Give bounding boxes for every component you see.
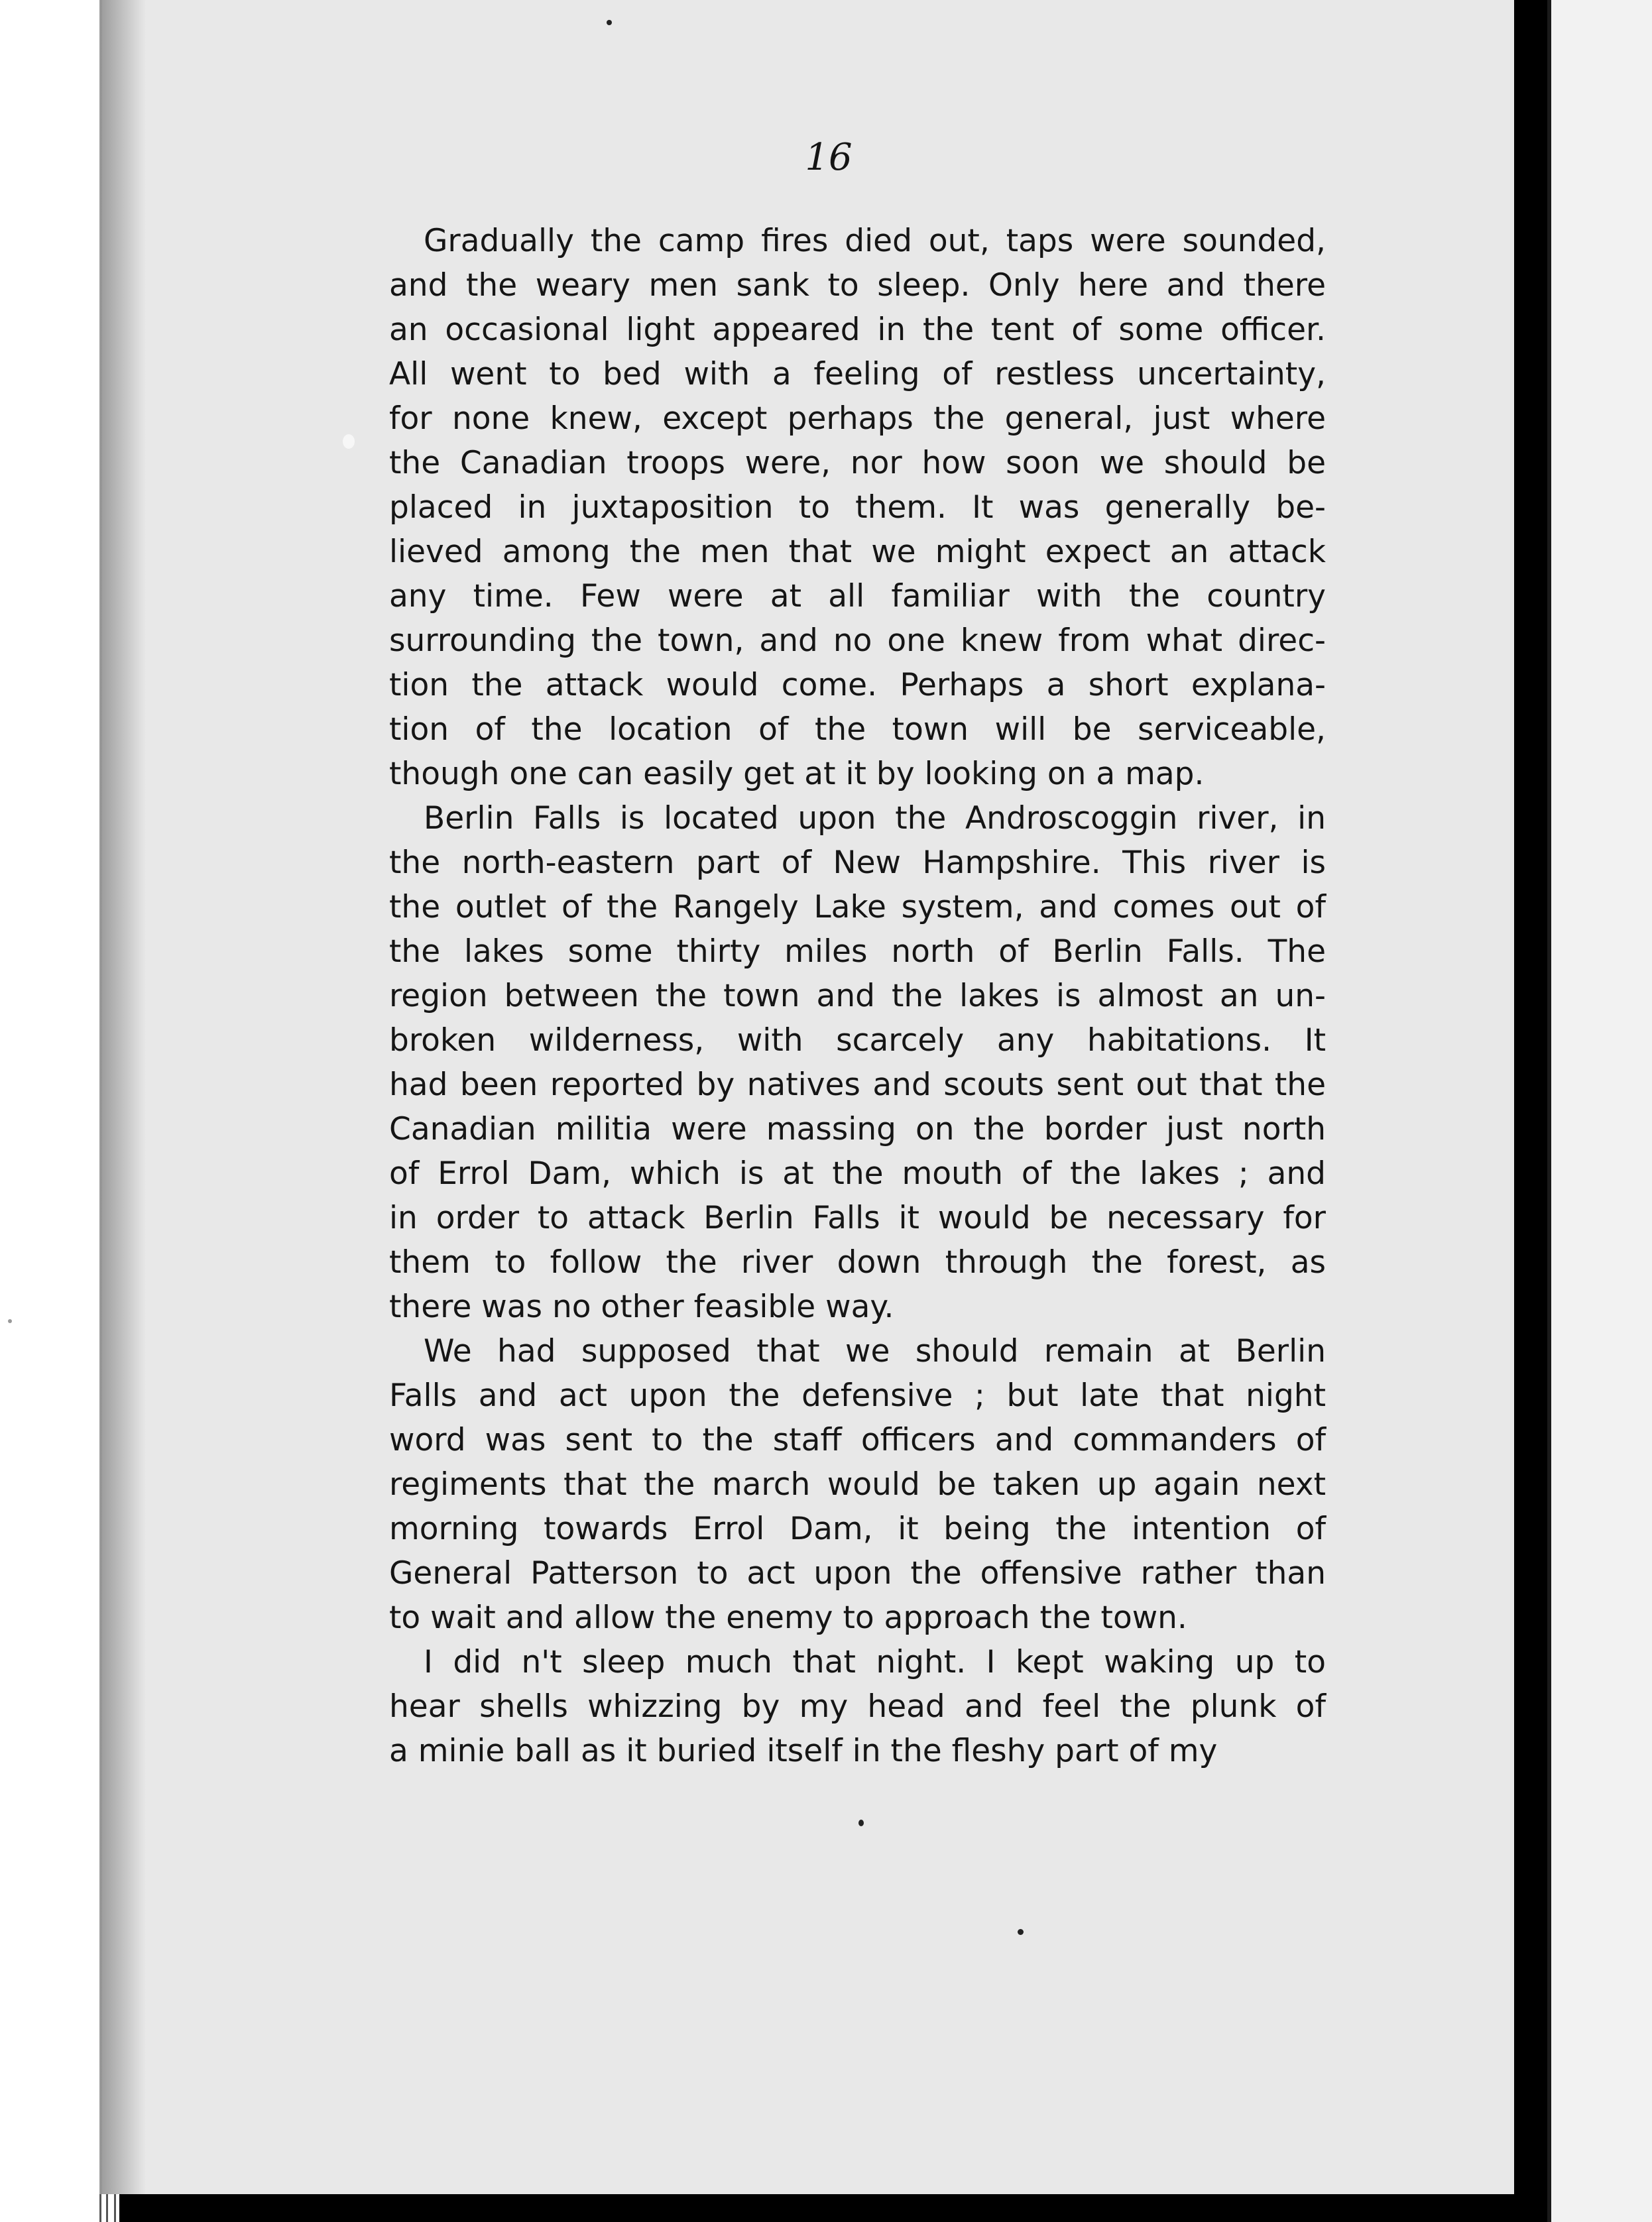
text-line: General Patterson to act upon the offensive rather than (389, 1555, 1326, 1592)
text-line: surrounding the town, and no one knew from what direc- (389, 622, 1326, 659)
text-line: Falls and act upon the defensive ; but late that night (389, 1377, 1326, 1414)
text-line: the Canadian troops were, nor how soon we should be (389, 445, 1326, 481)
text-line: All went to bed with a feeling of restless uncertainty, (389, 356, 1326, 392)
scan-speck (1018, 1929, 1024, 1935)
scan-speck (8, 1319, 12, 1323)
text-line: the north-eastern part of New Hampshire. This river is (389, 845, 1326, 881)
body-text (389, 219, 1326, 1773)
text-line: there was no other feasible way. (389, 1289, 894, 1325)
text-line: them to follow the river down through the forest, as (389, 1244, 1326, 1281)
text-line: regiments that the march would be taken up again next (389, 1466, 1326, 1503)
text-line: Gradually the camp fires died out, taps were sounded, (424, 223, 1326, 259)
text-line: though one can easily get at it by looking on a map. (389, 756, 1205, 792)
text-line: to wait and allow the enemy to approach the town. (389, 1600, 1187, 1636)
text-line: morning towards Errol Dam, it being the intention of (389, 1511, 1326, 1547)
paragraph (389, 219, 1326, 796)
next-page-strip (1551, 0, 1652, 2222)
text-line: an occasional light appeared in the tent of some officer. (389, 312, 1326, 348)
text-line: We had supposed that we should remain at Berlin (424, 1333, 1326, 1370)
text-line: any time. Few were at all familiar with the country (389, 578, 1326, 614)
text-line: tion of the location of the town will be serviceable, (389, 711, 1326, 748)
text-line: the outlet of the Rangely Lake system, and comes out of (389, 889, 1326, 925)
text-line: hear shells whizzing by my head and feel the plunk of (389, 1688, 1326, 1725)
text-line: Berlin Falls is located upon the Androscoggin river, in (424, 800, 1326, 837)
text-line: for none knew, except perhaps the general, just where (389, 400, 1326, 437)
scan-speck (858, 1820, 864, 1826)
text-line: had been reported by natives and scouts sent out that the (389, 1067, 1326, 1103)
text-line: lieved among the men that we might expect an attack (389, 534, 1326, 570)
text-line: tion the attack would come. Perhaps a short explana- (389, 667, 1326, 703)
text-line: region between the town and the lakes is almost an un- (389, 978, 1326, 1014)
text-line: Canadian militia were massing on the border just north (389, 1111, 1326, 1147)
text-line: I did n't sleep much that night. I kept waking up to (424, 1644, 1326, 1680)
text-line: broken wilderness, with scarcely any habitations. It (389, 1022, 1326, 1059)
text-line: word was sent to the staff officers and commanders of (389, 1422, 1326, 1458)
paragraph (389, 1640, 1326, 1773)
scan-speck (607, 20, 612, 25)
text-line: of Errol Dam, which is at the mouth of the lakes ; and (389, 1155, 1326, 1192)
paragraph (389, 796, 1326, 1329)
text-line: a minie ball as it buried itself in the fleshy part of my (389, 1733, 1218, 1769)
text-line: placed in juxtaposition to them. It was generally be- (389, 489, 1326, 526)
scan-speck (343, 434, 355, 449)
text-line: and the weary men sank to sleep. Only here and there (389, 267, 1326, 304)
page-number: 16 (805, 136, 853, 179)
text-line: the lakes some thirty miles north of Berlin Falls. The (389, 933, 1326, 970)
page-gutter-shadow (99, 0, 146, 2194)
text-line: in order to attack Berlin Falls it would be necessary for (389, 1200, 1326, 1236)
paragraph (389, 1329, 1326, 1640)
